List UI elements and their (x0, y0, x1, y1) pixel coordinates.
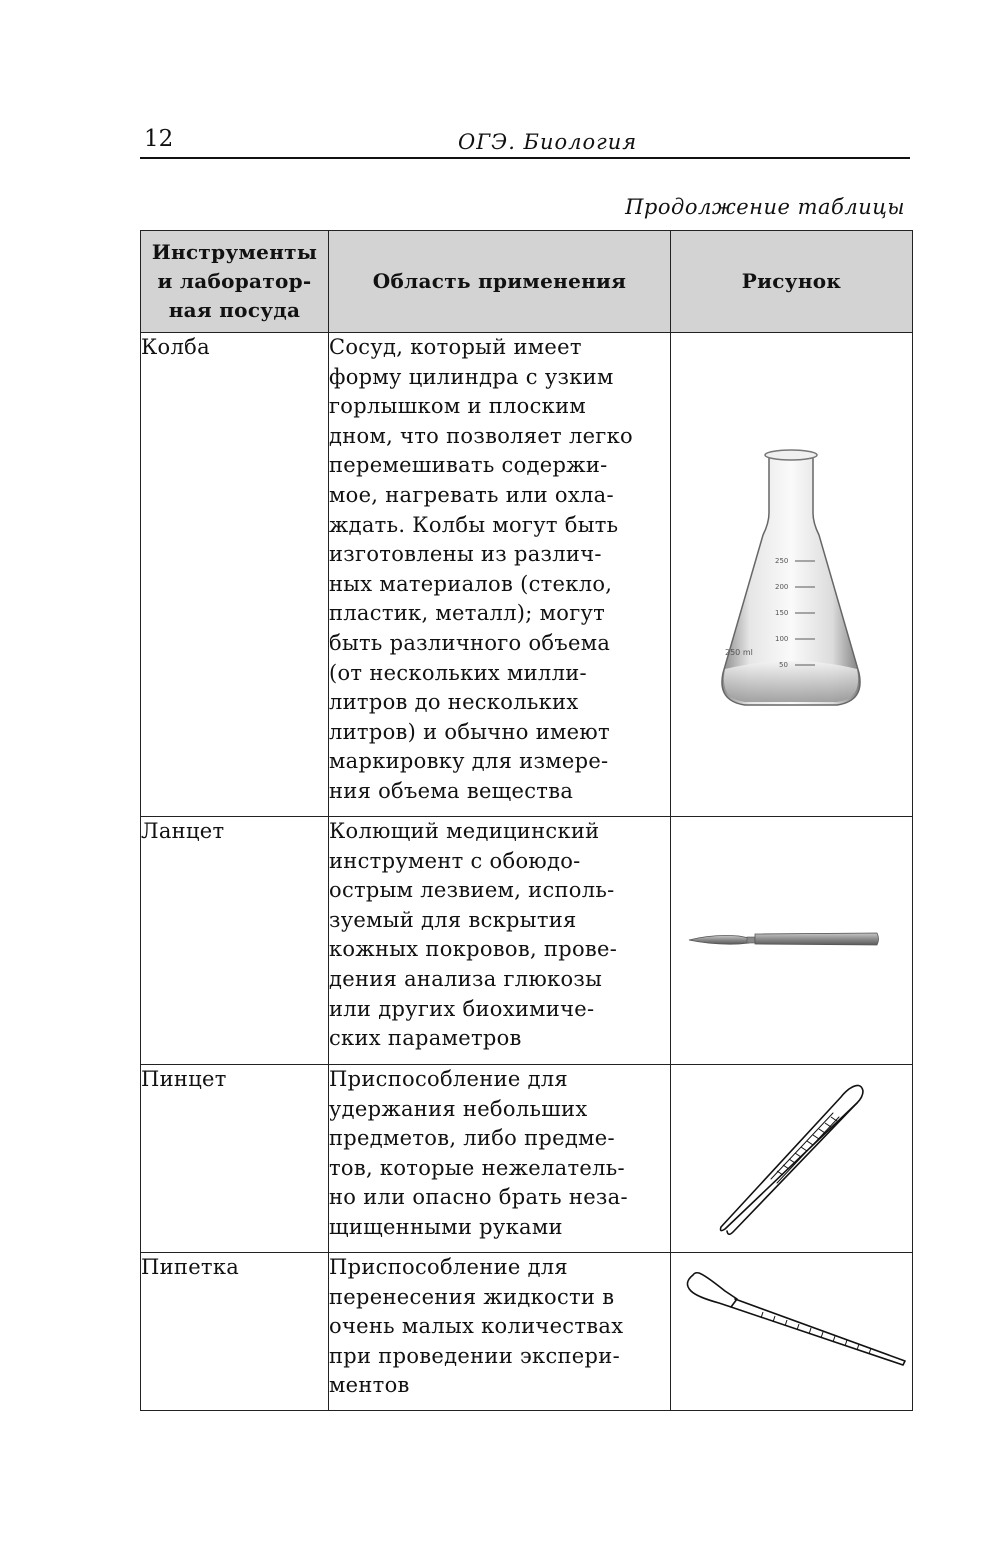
tweezers-grip (771, 1113, 839, 1183)
description-line: при проведении экспери- (329, 1343, 620, 1368)
table-row (141, 1253, 913, 1411)
scale-mark: 100 (775, 635, 789, 643)
tweezers-image (713, 1079, 873, 1239)
tweezers-outline (727, 1103, 857, 1234)
lancet-blade (689, 936, 749, 945)
description-line: изготовлены из различ- (329, 542, 602, 567)
flask-volume-label: 250 ml (725, 648, 753, 657)
grip-tick (783, 1165, 789, 1169)
description-line: Сосуд, который имеет (329, 335, 582, 359)
tweezers-outline (721, 1085, 864, 1230)
description-line: ских параметров (329, 1026, 522, 1051)
description-line: тов, которые нежелатель- (329, 1155, 625, 1180)
description-line: ных материалов (стекло, (329, 571, 613, 596)
lancet-neck (747, 937, 755, 943)
header-rule (140, 157, 910, 159)
scale-mark: 200 (775, 583, 789, 591)
description-line: дения анализа глюкозы (329, 966, 603, 991)
header-instruments-line: и лаборатор- (157, 269, 312, 293)
instruments-table (140, 230, 913, 1411)
grip-tick (819, 1129, 825, 1133)
pipette-tube (731, 1299, 905, 1365)
row-picture (671, 817, 913, 1065)
description-line: Приспособление для (329, 1067, 568, 1091)
scale-mark: 50 (779, 661, 788, 669)
description-line: Колющий медицинский (329, 819, 600, 843)
description-line: предметов, либо предме- (329, 1126, 615, 1151)
header-instruments (141, 231, 329, 333)
description-line: (от нескольких милли- (329, 660, 587, 685)
running-title: ОГЭ. Биология (458, 130, 638, 154)
description-line: удержания небольших (329, 1096, 588, 1121)
description-line: щищенными руками (329, 1214, 563, 1239)
header-picture: Рисунок (671, 231, 913, 333)
pipette-bulb (687, 1273, 737, 1307)
table-row (141, 1065, 913, 1253)
description-line: быть различного объема (329, 630, 611, 655)
row-picture (671, 1253, 913, 1411)
description-line: но или опасно брать неза- (329, 1185, 628, 1210)
description-line: зуемый для вскрытия (329, 907, 577, 932)
description-line: пластик, металл); могут (329, 601, 606, 626)
flask-rim (765, 450, 817, 460)
description-line: мое, нагревать или охла- (329, 482, 614, 507)
table-header-row (141, 231, 913, 333)
description-line: перемешивать содержи- (329, 453, 608, 478)
row-name: Пипетка (141, 1253, 329, 1411)
grip-tick (825, 1123, 831, 1127)
row-picture (671, 333, 913, 817)
lancet-handle (755, 933, 879, 945)
row-name: Колба (141, 333, 329, 817)
row-description (329, 333, 671, 817)
table-row (141, 817, 913, 1065)
description-line: дном, что позволяет легко (329, 423, 633, 448)
grip-tick (813, 1135, 819, 1139)
row-name: Ланцет (141, 817, 329, 1065)
row-description (329, 817, 671, 1065)
flask-liquid (724, 661, 858, 702)
header-application: Область применения (329, 231, 671, 333)
header-instruments-line: ная посуда (168, 298, 301, 322)
grip-tick (777, 1171, 783, 1175)
description-line: кожных покровов, прове- (329, 937, 618, 962)
scale-mark: 250 (775, 557, 789, 565)
description-line: горлышком и плоским (329, 394, 587, 419)
description-line: инструмент с обоюдо- (329, 848, 581, 873)
description-line: ментов (329, 1373, 410, 1398)
description-line: или других биохимиче- (329, 996, 595, 1021)
description-line: литров) и обычно имеют (329, 719, 610, 744)
row-description (329, 1065, 671, 1253)
continuation-note: Продолжение таблицы (625, 195, 905, 219)
description-line: ния объема вещества (329, 778, 574, 803)
pipette-image (679, 1257, 909, 1367)
description-line: ждать. Колбы могут быть (329, 512, 619, 537)
row-name: Пинцет (141, 1065, 329, 1253)
row-description (329, 1253, 671, 1411)
grip-tick (807, 1141, 813, 1145)
page-number: 12 (144, 126, 174, 152)
description-line: Приспособление для (329, 1255, 568, 1279)
description-line: острым лезвием, исполь- (329, 878, 615, 903)
grip-tick (795, 1153, 801, 1157)
description-line: перенесения жидкости в (329, 1284, 615, 1309)
grip-tick (789, 1159, 795, 1163)
lancet-image (687, 921, 887, 961)
row-picture (671, 1065, 913, 1253)
grip-tick (801, 1147, 807, 1151)
description-line: форму цилиндра с узким (329, 364, 614, 389)
header-instruments-line: Инструменты (151, 240, 318, 264)
description-line: литров до нескольких (329, 690, 579, 715)
description-line: очень малых количествах (329, 1314, 624, 1339)
table-row (141, 333, 913, 817)
scale-mark: 150 (775, 609, 789, 617)
flask-image (711, 443, 871, 713)
grip-tick (831, 1117, 837, 1121)
description-line: маркировку для измере- (329, 749, 609, 774)
